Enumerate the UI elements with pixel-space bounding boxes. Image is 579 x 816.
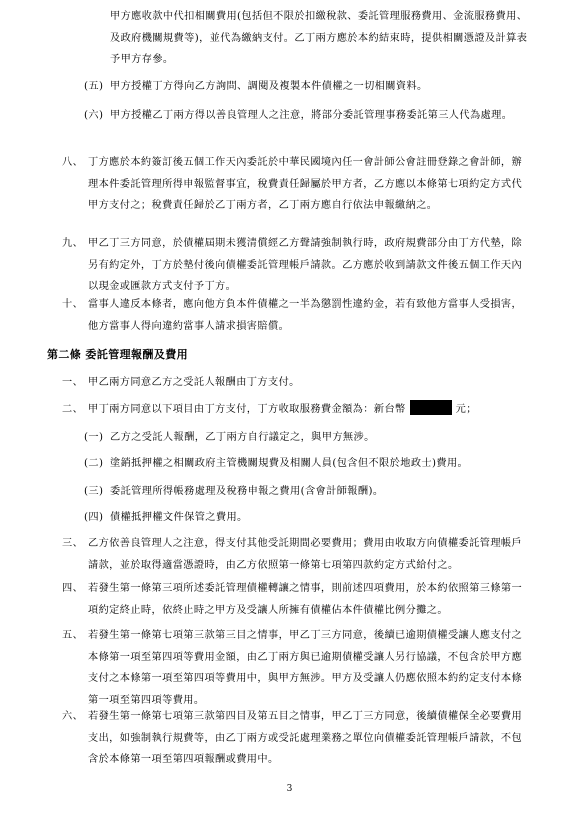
item-number: 五、 <box>62 630 84 641</box>
article2-sub-item-4 <box>84 507 530 529</box>
article2-sub-item-1 <box>84 427 530 449</box>
item-number: 九、 <box>62 238 84 249</box>
item-number: 三、 <box>62 538 84 549</box>
item-text: 若發生第一條第七項第三款第四目及第五目之情事，甲乙丁三方同意，後續債權保全必要費用支出，如強制執行規費等，由乙丁兩方或受託處理業務之單位向債權委託管理帳戶請款，不包含於本條第一項至第四項報酬或費用中。 <box>88 711 523 765</box>
item-text: 債權抵押權文件保管之費用。 <box>110 512 248 523</box>
article2-item-1 <box>62 372 530 394</box>
item-number: 一、 <box>62 377 84 388</box>
item-text: 委託管理所得帳務處理及稅務申報之費用(含會計師報酬)。 <box>110 486 384 497</box>
item-text: 甲方授權丁方得向乙方詢問、調閱及複製本件債權之一切相關資料。 <box>110 81 428 92</box>
item-text-after-redaction: 元； <box>455 404 477 415</box>
paragraph-text: 甲方應收款中代扣相關費用(包括但不限於扣繳稅款、委託管理服務費用、金流服務費用、及政府機關規費等)，並代為繳納支付。乙丁兩方應於本約結束時，提供相關憑證及計算表予甲方存參。 <box>110 11 528 65</box>
item-number: (四) <box>84 512 104 523</box>
item-text: 若發生第一條第七項第三款第三目之情事，甲乙丁三方同意，後續已逾期債權受讓人應支付之本條第一項至第四項等費用金額，由乙丁兩方與已逾期債權受讓人另行協議，不包含於甲方應支付之本條第一項至第四項等費用中，與甲方無涉。甲方及受讓人仍應依照本約約定支付本條第一項至第四項等費用。 <box>88 630 523 706</box>
item-number: (五) <box>84 81 104 92</box>
article2-item-5 <box>62 625 530 711</box>
item-text: 塗銷抵押權之相關政府主管機關規費及相關人員(包含但不限於地政士)費用。 <box>110 458 469 469</box>
sub-item-6 <box>84 105 530 127</box>
article2-item-2 <box>62 399 530 421</box>
item-text: 乙方依善良管理人之注意，得支付其他受託期間必要費用；費用由收取方向債權委託管理帳戶請款，並於取得適當憑證時，由乙方依照第一條第七項第四款約定方式給付之。 <box>88 538 523 571</box>
item-number: (六) <box>84 110 104 121</box>
paragraph-continuation <box>110 6 530 71</box>
item-number: 二、 <box>62 404 84 415</box>
item-text: 當事人違反本條者，應向他方負本件債權之一半為懲罰性違約金，若有致他方當事人受損害，他方當事人得向違約當事人請求損害賠償。 <box>88 299 523 332</box>
item-number: (三) <box>84 486 104 497</box>
article2-item-4 <box>62 578 530 621</box>
item-number: 八、 <box>62 157 84 168</box>
item-text-before-redaction: 甲丁兩方同意以下項目由丁方支付，丁方收取服務費金額為：新台幣 <box>88 404 406 415</box>
section-heading: 第二條 委託管理報酬及費用 <box>47 348 189 361</box>
clause-10 <box>62 294 530 337</box>
clause-8 <box>62 152 530 217</box>
item-text: 甲方授權乙丁兩方得以善良管理人之注意，將部分委託管理事務委託第三人代為處理。 <box>110 110 513 121</box>
item-text: 甲乙兩方同意乙方之受託人報酬由丁方支付。 <box>88 377 300 388</box>
sub-item-5 <box>84 76 530 98</box>
clause-9 <box>62 233 530 298</box>
item-number: 十、 <box>62 299 84 310</box>
article2-sub-item-3 <box>84 481 530 503</box>
item-number: (一) <box>84 432 104 443</box>
item-text: 甲乙丁三方同意，於債權屆期未獲清償經乙方聲請強制執行時，政府規費部分由丁方代墊，除另有約定外，丁方於墊付後向債權委託管理帳戶請款。乙方應於收到請款文件後五個工作天內以現金或匯款方式支付予丁方。 <box>88 238 523 292</box>
article2-item-3 <box>62 533 530 576</box>
article2-item-6 <box>62 706 530 771</box>
item-text: 乙方之受託人報酬，乙丁兩方自行議定之，與甲方無涉。 <box>110 432 375 443</box>
item-number: (二) <box>84 458 104 469</box>
redaction-box <box>410 400 452 415</box>
item-number: 四、 <box>62 583 84 594</box>
item-text: 若發生第一條第三項所述委託管理債權轉讓之情事，則前述四項費用，於本約依照第三條第一項約定終止時，依終止時之甲方及受讓人所擁有債權佔本件債權比例分攤之。 <box>88 583 523 616</box>
item-text: 丁方應於本約簽訂後五個工作天內委託於中華民國境內任一會計師公會註冊登錄之會計師，辦理本件委託管理所得申報監督事宜，稅費責任歸屬於甲方者，乙方應以本條第七項約定方式代甲方支付之；稅費責任歸於乙丁兩方者，乙丁兩方應自行依法申報繳納之。 <box>88 157 523 211</box>
article2-sub-item-2 <box>84 453 530 475</box>
page-number: 3 <box>286 784 293 794</box>
item-number: 六、 <box>62 711 84 722</box>
